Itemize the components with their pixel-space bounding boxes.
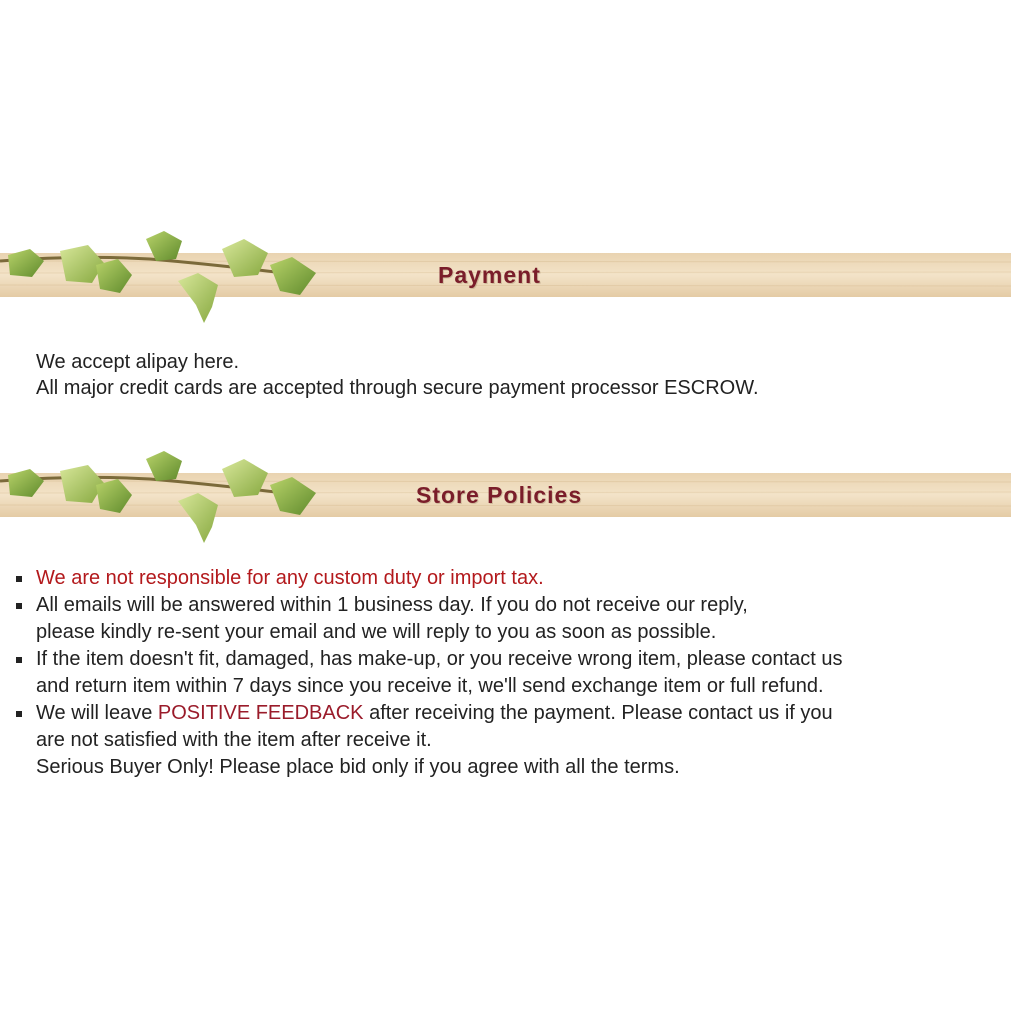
policy-item: [14, 592, 994, 646]
policy-item: [14, 565, 994, 592]
payment-heading: Payment: [438, 262, 541, 288]
policy-text-suffix: after receiving the payment. Please contact us if you: [363, 702, 833, 724]
policy-item: [14, 700, 994, 781]
policy-text-prefix: We will leave: [36, 702, 158, 724]
bullet-icon: [16, 657, 22, 663]
policy-text: All emails will be answered within 1 business day. If you do not receive our reply,: [36, 594, 748, 616]
payment-line: We accept alipay here.: [36, 351, 240, 373]
policy-text: If the item doesn't fit, damaged, has make-up, or you receive wrong item, please contact us: [36, 648, 843, 670]
bullet-icon: [16, 711, 22, 717]
store-policies-banner: [0, 445, 1011, 545]
policy-text: are not satisfied with the item after receive it.: [36, 729, 432, 751]
payment-line: All major credit cards are accepted through secure payment processor ESCROW.: [36, 377, 759, 399]
store-policies-list: [14, 565, 994, 781]
payment-banner: [0, 225, 1011, 325]
store-policies-heading: Store Policies: [416, 482, 583, 508]
bullet-icon: [16, 603, 22, 609]
positive-feedback-highlight: POSITIVE FEEDBACK: [157, 702, 364, 724]
policy-text: and return item within 7 days since you receive it, we'll send exchange item or full refund.: [36, 675, 824, 697]
policy-text: We are not responsible for any custom duty or import tax.: [36, 567, 544, 589]
payment-text: [36, 349, 759, 401]
policy-text: Serious Buyer Only! Please place bid only if you agree with all the terms.: [36, 756, 680, 778]
bullet-icon: [16, 576, 22, 582]
policy-text: please kindly re-sent your email and we will reply to you as soon as possible.: [36, 621, 717, 643]
policy-text: [36, 700, 994, 727]
policy-item: [14, 646, 994, 700]
